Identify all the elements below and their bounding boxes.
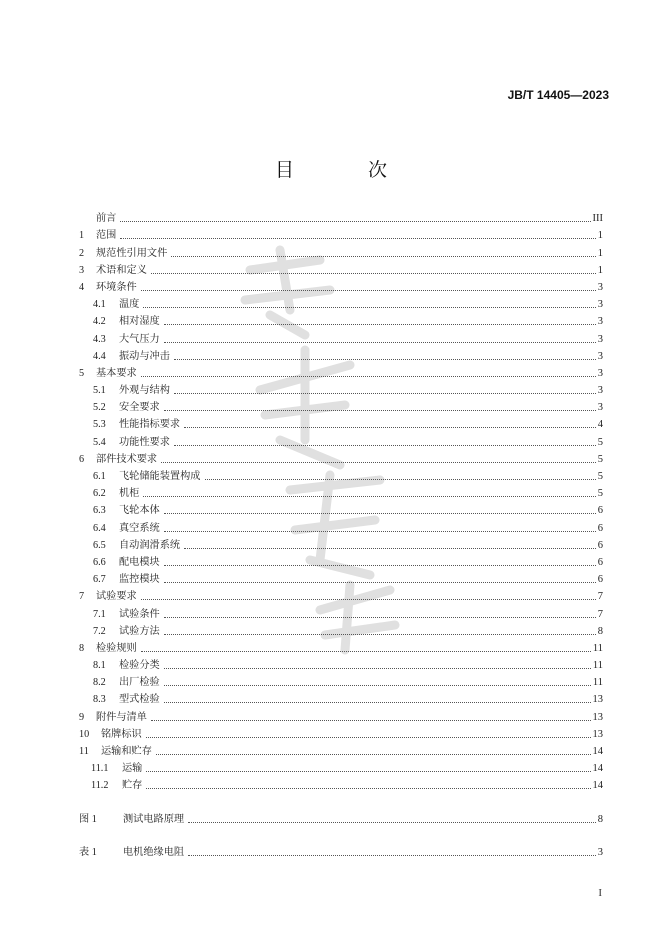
dot-leader	[164, 530, 596, 532]
spacer	[79, 826, 603, 842]
dot-leader	[120, 237, 595, 239]
toc-entry[interactable]	[79, 277, 603, 294]
toc-page: 11	[592, 660, 603, 672]
dot-leader	[164, 341, 596, 343]
toc-label: 性能指标要求	[119, 419, 181, 431]
dot-leader	[146, 787, 590, 789]
toc-label: 飞轮储能装置构成	[119, 471, 201, 482]
dot-leader	[164, 564, 596, 566]
toc-entry[interactable]	[79, 586, 603, 603]
toc-entry[interactable]	[79, 466, 603, 483]
toc-label: 试验要求	[96, 591, 137, 603]
toc-page: 5	[597, 471, 603, 482]
toc-number: 5	[79, 367, 85, 379]
toc-entry[interactable]	[79, 724, 603, 741]
dot-leader	[164, 409, 596, 411]
toc-entry[interactable]	[79, 328, 603, 345]
toc-number: 5.4	[93, 436, 106, 448]
toc-number: 4	[79, 281, 85, 293]
toc-number: 6.3	[93, 505, 106, 517]
toc-label: 铭牌标识	[101, 728, 142, 740]
toc-label: 出厂检验	[119, 677, 160, 689]
toc-number: 4.4	[93, 350, 106, 362]
toc-entry[interactable]	[79, 603, 603, 620]
toc-label: 范围	[96, 230, 117, 242]
dot-leader	[161, 461, 596, 463]
toc-page: 5	[597, 453, 603, 465]
toc-entry[interactable]	[79, 294, 603, 311]
toc-entry[interactable]	[79, 225, 603, 242]
toc-label: 外观与结构	[119, 385, 170, 397]
toc-entry[interactable]	[79, 311, 603, 328]
toc-page: III	[592, 213, 603, 225]
dot-leader	[120, 220, 590, 222]
toc-number: 1	[79, 230, 85, 242]
toc-label: 规范性引用文件	[96, 247, 168, 259]
toc-page: 5	[597, 436, 603, 448]
toc-entry[interactable]	[79, 758, 603, 775]
toc-label: 飞轮本体	[119, 505, 160, 517]
toc-page: 1	[597, 264, 603, 276]
dot-leader	[164, 581, 596, 583]
toc-page: 3	[597, 333, 603, 345]
toc-number: 8.1	[93, 660, 106, 672]
dot-leader	[188, 854, 596, 856]
dot-leader	[143, 495, 595, 497]
dot-leader	[205, 478, 596, 480]
toc-page: 3	[597, 385, 603, 397]
toc-page: 6	[597, 522, 603, 534]
toc-label: 安全要求	[119, 402, 160, 414]
dot-leader	[174, 358, 596, 360]
toc-entry[interactable]	[79, 552, 603, 569]
toc-label: 检验规则	[96, 642, 137, 654]
toc-label: 试验条件	[119, 608, 160, 620]
toc-label: 试验方法	[119, 625, 160, 637]
toc-number: 11	[79, 746, 89, 757]
table-page: 3	[597, 846, 603, 858]
toc-label: 自动润滑系统	[119, 539, 181, 551]
toc-entry[interactable]	[79, 242, 603, 259]
toc-page: 13	[592, 711, 603, 723]
toc-label: 环境条件	[96, 281, 137, 293]
toc-page: 14	[592, 763, 603, 775]
toc-number: 6.2	[93, 488, 106, 500]
toc-page: 13	[592, 694, 603, 706]
toc-label: 监控模块	[119, 574, 160, 586]
dot-leader	[146, 736, 591, 738]
toc-page: 6	[597, 505, 603, 517]
toc-entry[interactable]	[79, 397, 603, 414]
toc-label: 温度	[119, 299, 140, 311]
toc-entry[interactable]	[79, 638, 603, 655]
toc-label: 附件与清单	[96, 711, 147, 723]
toc-number: 4.2	[93, 316, 106, 328]
dot-leader	[164, 667, 591, 669]
toc-page: 6	[597, 539, 603, 551]
toc-entry[interactable]	[79, 655, 603, 672]
figure-page: 8	[597, 813, 603, 825]
toc-entry[interactable]	[79, 500, 603, 517]
toc-label: 部件技术要求	[96, 453, 158, 465]
toc-number: 4.1	[93, 299, 106, 311]
table-label: 电机绝缘电阻	[123, 846, 185, 858]
toc-label: 术语和定义	[96, 264, 147, 276]
toc-entry[interactable]	[79, 535, 603, 552]
toc-label: 配电模块	[119, 556, 160, 568]
toc-entry[interactable]	[79, 569, 603, 586]
toc-label: 基本要求	[96, 367, 137, 379]
page-number: I	[598, 887, 602, 899]
dot-leader	[184, 426, 596, 428]
toc-page: 3	[597, 281, 603, 293]
toc-page: 4	[597, 419, 603, 431]
dot-leader	[141, 375, 596, 377]
toc-label: 功能性要求	[119, 436, 170, 448]
toc-number: 8.3	[93, 694, 106, 706]
toc-number: 8	[79, 642, 85, 654]
toc-number: 6.6	[93, 556, 106, 568]
dot-leader	[141, 650, 591, 652]
toc-number: 7.1	[93, 608, 106, 620]
toc-entry[interactable]	[79, 414, 603, 431]
standard-code: JB/T 14405—2023	[507, 88, 609, 102]
dot-leader	[156, 753, 591, 755]
dot-leader	[164, 633, 596, 635]
toc-entry[interactable]	[79, 208, 603, 225]
dot-leader	[164, 684, 591, 686]
toc-label: 型式检验	[119, 694, 160, 706]
toc-page: 1	[597, 230, 603, 242]
toc-page: 3	[597, 402, 603, 414]
toc-entry[interactable]	[79, 775, 603, 792]
toc-page: 3	[597, 299, 603, 311]
toc-number: 2	[79, 247, 85, 259]
toc-entry[interactable]	[79, 517, 603, 534]
dot-leader	[141, 598, 596, 600]
toc-page: 5	[597, 488, 603, 500]
toc-entry[interactable]	[79, 672, 603, 689]
toc-number: 11.1	[91, 763, 109, 775]
toc-number: 5.3	[93, 419, 106, 431]
figure-label: 测试电路原理	[123, 813, 185, 825]
toc-page: 1	[597, 247, 603, 259]
table-entry[interactable]	[79, 842, 603, 859]
toc-number: 4.3	[93, 333, 106, 345]
spacer	[79, 792, 603, 808]
dot-leader	[174, 392, 596, 394]
dot-leader	[151, 719, 591, 721]
dot-leader	[164, 616, 596, 618]
toc-number: 7.2	[93, 625, 106, 637]
toc-label: 运输和贮存	[101, 746, 152, 757]
toc-entry[interactable]	[79, 380, 603, 397]
toc-number: 5.1	[93, 385, 106, 397]
dot-leader	[164, 512, 596, 514]
toc-number: 7	[79, 591, 85, 603]
toc-entry[interactable]	[79, 621, 603, 638]
toc-page: 3	[597, 316, 603, 328]
toc-entry[interactable]	[79, 449, 603, 466]
toc-page: 14	[592, 746, 603, 757]
toc-entry[interactable]	[79, 431, 603, 448]
toc-label: 大气压力	[119, 333, 160, 345]
toc-entry[interactable]	[79, 741, 603, 758]
toc-page: 7	[597, 591, 603, 603]
toc-page: 8	[597, 625, 603, 637]
dot-leader	[171, 255, 595, 257]
toc-number: 6	[79, 453, 85, 465]
toc-entry[interactable]	[79, 346, 603, 363]
toc-label: 相对湿度	[119, 316, 160, 328]
toc-entry[interactable]	[79, 483, 603, 500]
toc-number: 9	[79, 711, 85, 723]
toc-page: 14	[592, 780, 603, 792]
toc-number: 5.2	[93, 402, 106, 414]
figure-entry[interactable]	[79, 808, 603, 825]
dot-leader	[184, 547, 596, 549]
toc-entry[interactable]	[79, 260, 603, 277]
dot-leader	[188, 821, 596, 823]
table-number: 表 1	[79, 846, 97, 858]
toc-number: 11.2	[91, 780, 109, 792]
toc-label: 机柜	[119, 488, 140, 500]
toc-label: 检验分类	[119, 660, 160, 672]
dot-leader	[146, 770, 590, 772]
toc-number: 6.4	[93, 522, 106, 534]
toc-label: 振动与冲击	[119, 350, 170, 362]
dot-leader	[174, 444, 596, 446]
toc-number: 6.5	[93, 539, 106, 551]
toc-entry[interactable]	[79, 706, 603, 723]
toc-label: 前言	[96, 213, 117, 225]
dot-leader	[164, 323, 596, 325]
figure-number: 图 1	[79, 813, 97, 825]
toc-number: 10	[79, 728, 90, 740]
toc-page: 13	[592, 728, 603, 740]
toc-label: 真空系统	[119, 522, 160, 534]
dot-leader	[141, 289, 596, 291]
dot-leader	[143, 306, 595, 308]
toc-number: 8.2	[93, 677, 106, 689]
toc-page: 7	[597, 608, 603, 620]
toc-page: 11	[592, 677, 603, 689]
toc-label: 运输	[122, 763, 143, 775]
toc-number: 6.1	[93, 471, 106, 482]
toc-number: 6.7	[93, 574, 106, 586]
toc-entry[interactable]	[79, 689, 603, 706]
toc-page: 6	[597, 574, 603, 586]
toc-page: 3	[597, 350, 603, 362]
dot-leader	[151, 272, 596, 274]
toc-label: 贮存	[122, 780, 143, 792]
toc-page: 11	[592, 642, 603, 654]
toc-page: 3	[597, 367, 603, 379]
table-of-contents	[79, 208, 603, 859]
toc-entry[interactable]	[79, 363, 603, 380]
dot-leader	[164, 701, 591, 703]
toc-page: 6	[597, 556, 603, 568]
toc-number: 3	[79, 264, 85, 276]
page-title: 目 次	[274, 159, 422, 181]
